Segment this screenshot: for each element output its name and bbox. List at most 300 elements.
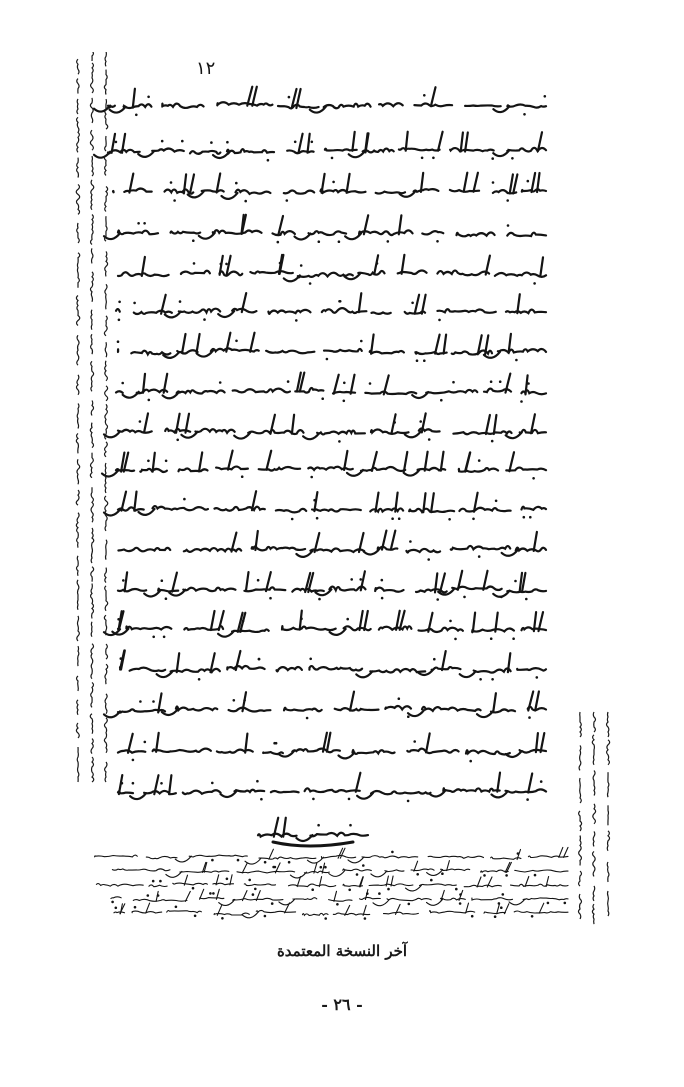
ink-ascender bbox=[322, 174, 325, 193]
ink-dot bbox=[326, 358, 329, 361]
ink-word bbox=[252, 546, 305, 550]
ink-dot bbox=[339, 300, 342, 303]
ink-ascender bbox=[442, 651, 446, 670]
ink-word bbox=[507, 233, 546, 236]
ink-dot bbox=[287, 380, 290, 383]
ink-dot bbox=[506, 199, 509, 202]
ink-dot bbox=[258, 658, 261, 661]
ink-word bbox=[131, 351, 170, 355]
ink-dot bbox=[271, 902, 274, 905]
ink-word bbox=[443, 788, 499, 792]
ink-dot bbox=[491, 440, 494, 443]
ink-dot bbox=[398, 517, 401, 520]
ink-dot bbox=[349, 824, 352, 827]
ink-tail bbox=[460, 671, 476, 677]
ink-word bbox=[126, 626, 171, 629]
ink-dot bbox=[411, 302, 414, 305]
ink-word bbox=[248, 430, 303, 434]
ink-tail bbox=[102, 471, 118, 477]
ink-ascender bbox=[314, 492, 317, 511]
ink-word bbox=[514, 911, 568, 913]
ink-ascender bbox=[308, 134, 310, 153]
ink-word bbox=[116, 391, 123, 393]
ink-dot bbox=[132, 759, 135, 762]
ink-word bbox=[506, 310, 546, 313]
ink-dot bbox=[133, 302, 136, 305]
ink-dot bbox=[343, 400, 346, 403]
ink-word bbox=[152, 149, 184, 152]
ink-tail bbox=[371, 871, 387, 877]
ink-dot bbox=[393, 421, 396, 424]
margin-word bbox=[607, 712, 609, 737]
ink-dot bbox=[192, 239, 195, 242]
ink-dot bbox=[272, 866, 275, 869]
ink-word bbox=[111, 897, 121, 899]
ink-word bbox=[343, 869, 372, 871]
ink-dot bbox=[343, 382, 346, 385]
ink-dot bbox=[117, 340, 120, 343]
ink-word bbox=[304, 871, 329, 873]
ink-dot bbox=[469, 760, 472, 763]
ink-word bbox=[284, 708, 322, 711]
manuscript-line-15 bbox=[120, 651, 547, 681]
margin-word bbox=[92, 156, 93, 176]
ink-dot bbox=[152, 700, 155, 703]
ink-dot bbox=[526, 798, 529, 801]
ink-dot bbox=[407, 800, 410, 803]
ink-dot bbox=[309, 282, 312, 285]
ink-dot bbox=[359, 578, 362, 581]
ink-word bbox=[173, 883, 208, 885]
margin-word bbox=[608, 891, 609, 916]
ink-dot bbox=[288, 861, 291, 864]
ink-dot bbox=[163, 636, 166, 639]
ink-word bbox=[361, 467, 405, 471]
ink-word bbox=[232, 309, 256, 313]
ink-ascender bbox=[246, 572, 249, 591]
ink-ascender bbox=[185, 891, 190, 901]
ink-dot bbox=[369, 382, 372, 385]
ink-word bbox=[422, 231, 443, 234]
ink-dot bbox=[324, 917, 327, 920]
ink-dot bbox=[517, 852, 520, 855]
ink-word bbox=[317, 431, 365, 435]
ink-word bbox=[466, 750, 510, 754]
ink-dot bbox=[531, 915, 534, 918]
ink-word bbox=[522, 507, 547, 510]
margin-word bbox=[580, 712, 582, 737]
ink-word bbox=[441, 898, 466, 900]
ink-dot bbox=[279, 262, 282, 265]
ink-ascender bbox=[322, 863, 324, 873]
ink-word bbox=[420, 884, 457, 886]
ink-word bbox=[244, 587, 285, 591]
ink-dot bbox=[527, 382, 530, 385]
ink-dot bbox=[523, 113, 526, 116]
ink-dot bbox=[491, 157, 494, 160]
ink-ascender bbox=[535, 692, 539, 711]
ink-dot bbox=[536, 676, 539, 679]
ink-word bbox=[426, 390, 477, 393]
ink-word bbox=[292, 749, 340, 753]
ink-dot bbox=[336, 903, 339, 906]
margin-word bbox=[593, 886, 595, 901]
ink-word bbox=[516, 548, 546, 552]
margin-word bbox=[105, 386, 108, 401]
ink-word bbox=[263, 752, 283, 754]
ink-ascender bbox=[461, 133, 463, 152]
margin-word bbox=[77, 459, 80, 484]
margin-word bbox=[91, 567, 94, 582]
margin-word bbox=[91, 528, 94, 563]
ink-word bbox=[329, 900, 352, 902]
ink-word bbox=[96, 884, 143, 886]
ink-dot bbox=[534, 874, 537, 877]
ink-ascender bbox=[513, 174, 517, 193]
ink-dot bbox=[514, 580, 517, 583]
ink-word bbox=[474, 668, 511, 672]
ink-ascender bbox=[392, 414, 396, 433]
ink-dot bbox=[211, 782, 214, 785]
ink-dot bbox=[313, 499, 316, 502]
ink-ascender bbox=[169, 775, 171, 794]
ink-dot bbox=[423, 94, 426, 97]
ink-ascender bbox=[464, 173, 468, 192]
margin-word bbox=[90, 714, 92, 734]
margin-word bbox=[77, 59, 79, 74]
ink-word bbox=[406, 549, 440, 553]
ink-word bbox=[363, 149, 394, 153]
ink-ascender bbox=[497, 904, 500, 914]
ink-word bbox=[158, 589, 178, 592]
ink-dot bbox=[459, 893, 462, 896]
ink-dot bbox=[387, 240, 390, 243]
ink-dot bbox=[492, 181, 495, 184]
ink-ascender bbox=[532, 173, 536, 192]
ink-word bbox=[358, 271, 384, 275]
margin-word bbox=[607, 862, 609, 882]
ink-ascender bbox=[371, 335, 374, 354]
margin-word bbox=[608, 772, 609, 797]
ink-dot bbox=[362, 864, 365, 867]
ink-dot bbox=[449, 620, 452, 623]
margin-word bbox=[592, 904, 594, 924]
ink-word bbox=[235, 790, 265, 792]
ink-word bbox=[244, 884, 275, 886]
margin-word bbox=[580, 778, 582, 803]
ink-word bbox=[344, 626, 371, 630]
margin-word bbox=[607, 740, 610, 765]
ink-word bbox=[236, 190, 271, 194]
ink-dot bbox=[478, 459, 481, 462]
manuscript-line-1 bbox=[94, 87, 546, 116]
right-margin-annotation bbox=[578, 712, 609, 924]
ink-word bbox=[298, 273, 353, 278]
ink-word bbox=[441, 869, 470, 870]
ink-word bbox=[233, 389, 290, 393]
ink-dot bbox=[540, 780, 543, 783]
ink-dot bbox=[277, 241, 280, 244]
ink-word bbox=[303, 913, 329, 915]
ink-dot bbox=[348, 798, 351, 801]
ink-dot bbox=[157, 894, 160, 897]
ink-word bbox=[309, 231, 347, 235]
ink-word bbox=[359, 230, 412, 235]
ink-dot bbox=[203, 318, 206, 321]
ink-word bbox=[371, 791, 430, 794]
ink-dot bbox=[173, 199, 176, 202]
ink-dot bbox=[132, 782, 135, 785]
ink-word bbox=[227, 666, 264, 669]
ink-dot bbox=[318, 240, 321, 243]
ink-word bbox=[271, 791, 299, 792]
ink-ascender bbox=[197, 334, 200, 353]
ink-word bbox=[407, 749, 458, 753]
ink-ascender bbox=[473, 613, 475, 632]
margin-word bbox=[91, 248, 93, 263]
ink-dot bbox=[233, 699, 236, 702]
margin-word bbox=[105, 361, 108, 381]
ink-word bbox=[278, 105, 319, 109]
ink-dot bbox=[441, 872, 444, 875]
ink-word bbox=[268, 310, 310, 314]
ink-dot bbox=[170, 181, 173, 184]
ink-word bbox=[277, 667, 302, 671]
ink-dot bbox=[391, 851, 394, 854]
manuscript-line-14 bbox=[104, 611, 546, 641]
ink-dot bbox=[260, 798, 263, 801]
manuscript-line-12 bbox=[118, 531, 546, 561]
margin-word bbox=[76, 433, 78, 453]
ink-word bbox=[259, 467, 300, 471]
ink-word bbox=[453, 431, 511, 434]
ink-tail bbox=[181, 432, 197, 438]
ink-word bbox=[153, 749, 211, 752]
ink-word bbox=[379, 103, 403, 106]
ink-dot bbox=[499, 380, 502, 383]
ink-word bbox=[202, 190, 224, 191]
ink-dot bbox=[455, 888, 458, 891]
ink-dot bbox=[118, 301, 121, 304]
ink-dot bbox=[440, 399, 443, 402]
ink-dot bbox=[348, 889, 351, 892]
margin-word bbox=[77, 158, 79, 178]
ink-word bbox=[308, 467, 353, 470]
ink-word bbox=[144, 791, 176, 794]
ink-word bbox=[184, 626, 223, 630]
ink-word bbox=[273, 231, 295, 235]
ink-word bbox=[385, 706, 411, 709]
ink-tail bbox=[295, 234, 311, 240]
ink-word bbox=[130, 668, 166, 671]
ink-word bbox=[227, 149, 274, 153]
manuscript-line-10 bbox=[102, 451, 546, 480]
ink-word bbox=[387, 898, 431, 900]
ink-word bbox=[116, 309, 120, 312]
margin-word bbox=[578, 894, 581, 919]
margin-word bbox=[91, 622, 92, 637]
ink-word bbox=[118, 231, 158, 235]
manuscript-line-6 bbox=[116, 293, 546, 322]
ink-dot bbox=[483, 874, 486, 877]
ink-word bbox=[375, 588, 403, 592]
ink-ascender bbox=[334, 375, 339, 394]
manuscript-line-2 bbox=[94, 132, 546, 162]
ink-word bbox=[335, 708, 379, 710]
ink-word bbox=[432, 667, 461, 670]
ink-word bbox=[176, 707, 217, 711]
ink-word bbox=[324, 349, 362, 352]
margin-word bbox=[91, 487, 93, 522]
ink-ascender bbox=[250, 333, 254, 352]
margin-word bbox=[76, 723, 79, 738]
ink-dot bbox=[264, 861, 267, 864]
ink-ascender bbox=[228, 451, 233, 470]
ink-word bbox=[353, 750, 395, 754]
margin-word bbox=[105, 694, 107, 714]
ink-ascender bbox=[465, 133, 468, 152]
ink-dot bbox=[147, 96, 150, 99]
ink-word bbox=[266, 351, 314, 354]
ink-dot bbox=[491, 678, 494, 681]
ink-ascender bbox=[350, 692, 354, 711]
ink-ascender bbox=[402, 255, 405, 274]
ink-word bbox=[179, 469, 208, 472]
ink-dot bbox=[264, 915, 267, 918]
ink-dot bbox=[220, 263, 223, 266]
ink-dot bbox=[121, 782, 124, 785]
ink-dot bbox=[452, 381, 455, 384]
ink-ascender bbox=[559, 847, 563, 857]
ink-ascender bbox=[242, 863, 247, 873]
ink-dot bbox=[175, 906, 178, 909]
ink-ascender bbox=[252, 87, 256, 106]
ink-ascender bbox=[465, 453, 470, 472]
ink-word bbox=[217, 102, 272, 105]
ink-ascender bbox=[517, 294, 520, 313]
ink-ascender bbox=[497, 773, 500, 792]
ink-tail bbox=[492, 792, 508, 798]
ink-word bbox=[229, 708, 271, 712]
margin-word bbox=[77, 747, 79, 782]
ink-word bbox=[305, 788, 360, 792]
manuscript-line-11 bbox=[104, 491, 546, 520]
ink-word bbox=[372, 312, 391, 313]
ink-dot bbox=[117, 618, 120, 621]
ink-dot bbox=[356, 873, 359, 876]
ink-ascender bbox=[494, 415, 497, 434]
ink-ascender bbox=[441, 452, 444, 471]
ink-dot bbox=[376, 262, 379, 265]
ink-word bbox=[481, 870, 509, 872]
ink-ascender bbox=[440, 573, 445, 592]
margin-word bbox=[77, 676, 79, 691]
ink-dot bbox=[161, 579, 164, 582]
ink-ascender bbox=[338, 848, 343, 858]
ink-word bbox=[214, 913, 249, 915]
ink-ascender bbox=[477, 877, 481, 887]
ink-dot bbox=[257, 579, 260, 582]
margin-word bbox=[90, 130, 93, 150]
ink-ascender bbox=[211, 611, 215, 630]
ink-word bbox=[451, 546, 510, 550]
margin-word bbox=[76, 296, 79, 326]
ink-dot bbox=[438, 319, 441, 322]
ink-word bbox=[324, 104, 371, 109]
margin-word bbox=[105, 442, 108, 457]
margin-word bbox=[91, 644, 94, 679]
margin-word bbox=[77, 117, 80, 152]
ink-word bbox=[146, 856, 177, 858]
ink-dot bbox=[165, 597, 168, 600]
ink-ascender bbox=[144, 413, 148, 432]
ink-dot bbox=[331, 157, 334, 160]
ink-word bbox=[213, 230, 262, 234]
manuscript-line-13 bbox=[118, 571, 546, 601]
ink-dot bbox=[194, 915, 197, 918]
ink-word bbox=[506, 789, 547, 792]
ink-dot bbox=[209, 892, 212, 895]
ink-dot bbox=[226, 878, 229, 881]
ink-dot bbox=[226, 141, 229, 144]
ink-word bbox=[437, 271, 489, 276]
ink-ascender bbox=[426, 733, 430, 752]
ink-word bbox=[507, 148, 546, 152]
ink-word bbox=[134, 311, 172, 314]
ink-ascender bbox=[431, 493, 434, 512]
ink-dot bbox=[494, 915, 497, 918]
ink-dot bbox=[267, 159, 270, 162]
ink-dot bbox=[500, 596, 503, 599]
ink-ascender bbox=[172, 573, 177, 592]
margin-word bbox=[579, 811, 582, 831]
ink-word bbox=[153, 506, 208, 510]
ink-ascender bbox=[438, 132, 443, 151]
ink-ascender bbox=[200, 889, 204, 899]
ink-dot bbox=[332, 181, 335, 184]
ink-ascender bbox=[334, 891, 337, 901]
margin-word bbox=[104, 155, 106, 175]
ink-dot bbox=[144, 741, 147, 744]
ink-dot bbox=[235, 340, 238, 343]
ink-dot bbox=[529, 516, 532, 519]
margin-word bbox=[90, 272, 93, 302]
margin-word bbox=[77, 616, 80, 641]
ink-dot bbox=[350, 578, 353, 581]
manuscript-line-9 bbox=[104, 413, 546, 442]
ink-word bbox=[183, 790, 221, 794]
ink-dot bbox=[118, 319, 121, 322]
ink-word bbox=[312, 509, 361, 511]
ink-word bbox=[237, 871, 295, 873]
ink-dot bbox=[520, 400, 523, 403]
ink-dot bbox=[490, 637, 493, 640]
ink-dot bbox=[143, 222, 146, 225]
ink-word bbox=[112, 869, 170, 871]
ink-dot bbox=[134, 906, 137, 909]
colophon-line-2 bbox=[112, 861, 568, 878]
ink-tail bbox=[296, 551, 312, 557]
ink-word bbox=[523, 898, 568, 900]
ink-word bbox=[370, 669, 425, 672]
ink-word bbox=[457, 233, 495, 237]
ink-dot bbox=[183, 498, 186, 501]
ink-dot bbox=[310, 476, 313, 479]
ink-dot bbox=[295, 319, 298, 322]
ink-word bbox=[216, 467, 248, 470]
margin-word bbox=[91, 584, 94, 619]
ink-word bbox=[416, 589, 447, 592]
